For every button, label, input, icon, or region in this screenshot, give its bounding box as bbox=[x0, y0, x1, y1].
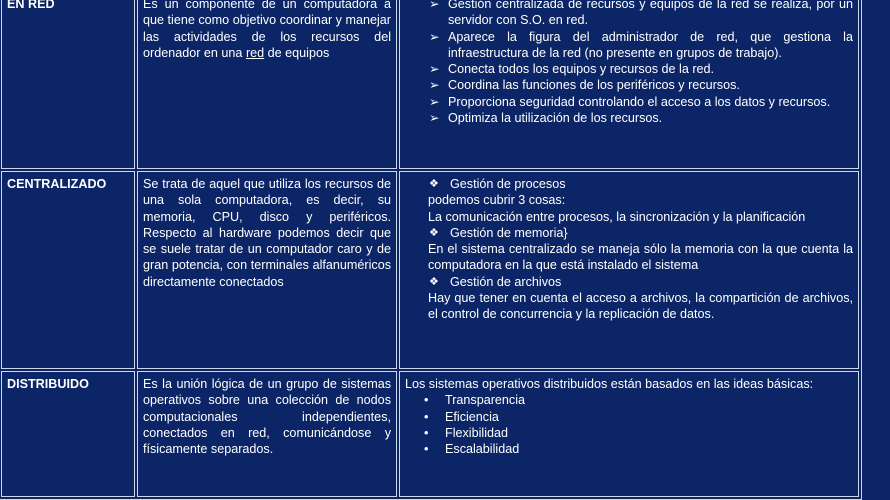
description-cell bbox=[137, 371, 397, 497]
item-text: La comunicación entre procesos, la sincronización y la planificación bbox=[428, 209, 806, 224]
arrow-bullet-icon: ➢ bbox=[429, 62, 440, 77]
term-centralizado: CENTRALIZADO bbox=[7, 177, 107, 191]
item-text: podemos cubrir 3 cosas: bbox=[428, 193, 566, 208]
feature-text: Proporciona seguridad controlando el acceso a los datos y recursos. bbox=[448, 94, 831, 109]
diamond-bullet-icon: ❖ bbox=[429, 226, 439, 239]
term-en-red: EN RED bbox=[7, 0, 55, 11]
idea-text: Eficiencia bbox=[445, 409, 499, 424]
item-heading: Gestión de archivos bbox=[450, 274, 562, 289]
list-item bbox=[405, 77, 853, 93]
diamond-bullet-icon: ❖ bbox=[429, 178, 439, 190]
features-cell bbox=[399, 0, 859, 169]
feature-text: Coordina las funciones de los periféricos y recursos. bbox=[448, 78, 740, 93]
table-row bbox=[1, 171, 859, 369]
table-row bbox=[1, 371, 859, 497]
feature-text: Aparece la figura del administrador de red, que gestiona la infraestructura de la red (no presente en grupos de trabajo). bbox=[448, 29, 853, 60]
description-cell bbox=[137, 171, 397, 369]
red-link[interactable]: red bbox=[245, 45, 265, 60]
idea-text: Escalabilidad bbox=[445, 442, 520, 457]
diamond-bullet-icon: ❖ bbox=[429, 275, 439, 288]
features-cell bbox=[399, 171, 859, 369]
list-item bbox=[405, 29, 853, 62]
features-block bbox=[405, 176, 853, 323]
arrow-bullet-icon: ➢ bbox=[429, 94, 440, 109]
item-text: En el sistema centralizado se maneja sólo la memoria con la que cuenta la computadora en la que está instalado el sistema bbox=[428, 242, 853, 273]
intro-text: Los sistemas operativos distribuidos están basados en las ideas básicas: bbox=[405, 377, 814, 391]
dot-bullet-icon: • bbox=[424, 425, 429, 440]
features-cell bbox=[399, 371, 859, 497]
item-heading: Gestión de procesos bbox=[450, 177, 566, 191]
item-text: Hay que tener en cuenta el acceso a archivos, la compartición de archivos, el control de concurrencia y la replicación de datos. bbox=[428, 291, 853, 322]
list-item bbox=[405, 225, 853, 241]
arrow-bullet-icon: ➢ bbox=[429, 111, 440, 126]
description-text: Es la unión lógica de un grupo de sistemas operativos sobre una colección de nodos computacionales independientes, conectados en red, comunicándose y físicamente separados. bbox=[143, 377, 391, 457]
description-cell bbox=[137, 0, 397, 169]
arrow-bullet-icon: ➢ bbox=[429, 29, 440, 44]
list-item bbox=[405, 176, 853, 192]
description-text: Se trata de aquel que utiliza los recursos de una sola computadora, es decir, su memoria, CPU, disco y periféricos. Respecto al hardware podemos decir que se suele tratar de un computador caro y de gran potencia, con terminales alfanuméricos directamente conectados bbox=[143, 177, 391, 289]
table-row bbox=[1, 0, 859, 169]
list-item bbox=[405, 409, 853, 425]
arrow-bullet-icon: ➢ bbox=[429, 78, 440, 93]
term-distribuido: DISTRIBUIDO bbox=[7, 377, 89, 391]
arrow-bullet-icon: ➢ bbox=[429, 0, 440, 11]
description-text-end: de equipos bbox=[264, 45, 330, 60]
list-item bbox=[405, 61, 853, 77]
term-cell bbox=[1, 371, 135, 497]
feature-text: Gestión centralizada de recursos y equipos de la red se realiza, por un servidor con S.O. en red. bbox=[448, 0, 853, 28]
idea-text: Flexibilidad bbox=[445, 425, 508, 440]
description-text: Es un componente de un computadora a que tiene como objetivo coordinar y manejar las actividades de los recursos del ordenador en una bbox=[143, 0, 391, 60]
term-cell bbox=[1, 171, 135, 369]
list-item bbox=[405, 274, 853, 290]
ideas-list bbox=[405, 392, 853, 457]
list-item bbox=[405, 0, 853, 29]
list-item bbox=[405, 425, 853, 441]
idea-text: Transparencia bbox=[445, 393, 526, 408]
features-list bbox=[405, 0, 853, 126]
term-cell bbox=[1, 0, 135, 169]
dot-bullet-icon: • bbox=[424, 442, 429, 457]
list-item bbox=[405, 392, 853, 408]
list-item bbox=[405, 94, 853, 110]
dot-bullet-icon: • bbox=[424, 393, 429, 408]
dot-bullet-icon: • bbox=[424, 409, 429, 424]
feature-text: Optimiza la utilización de los recursos. bbox=[448, 111, 663, 126]
list-item bbox=[405, 441, 853, 457]
item-heading: Gestión de memoria} bbox=[450, 225, 568, 240]
list-item bbox=[405, 110, 853, 126]
feature-text: Conecta todos los equipos y recursos de la red. bbox=[448, 62, 715, 77]
